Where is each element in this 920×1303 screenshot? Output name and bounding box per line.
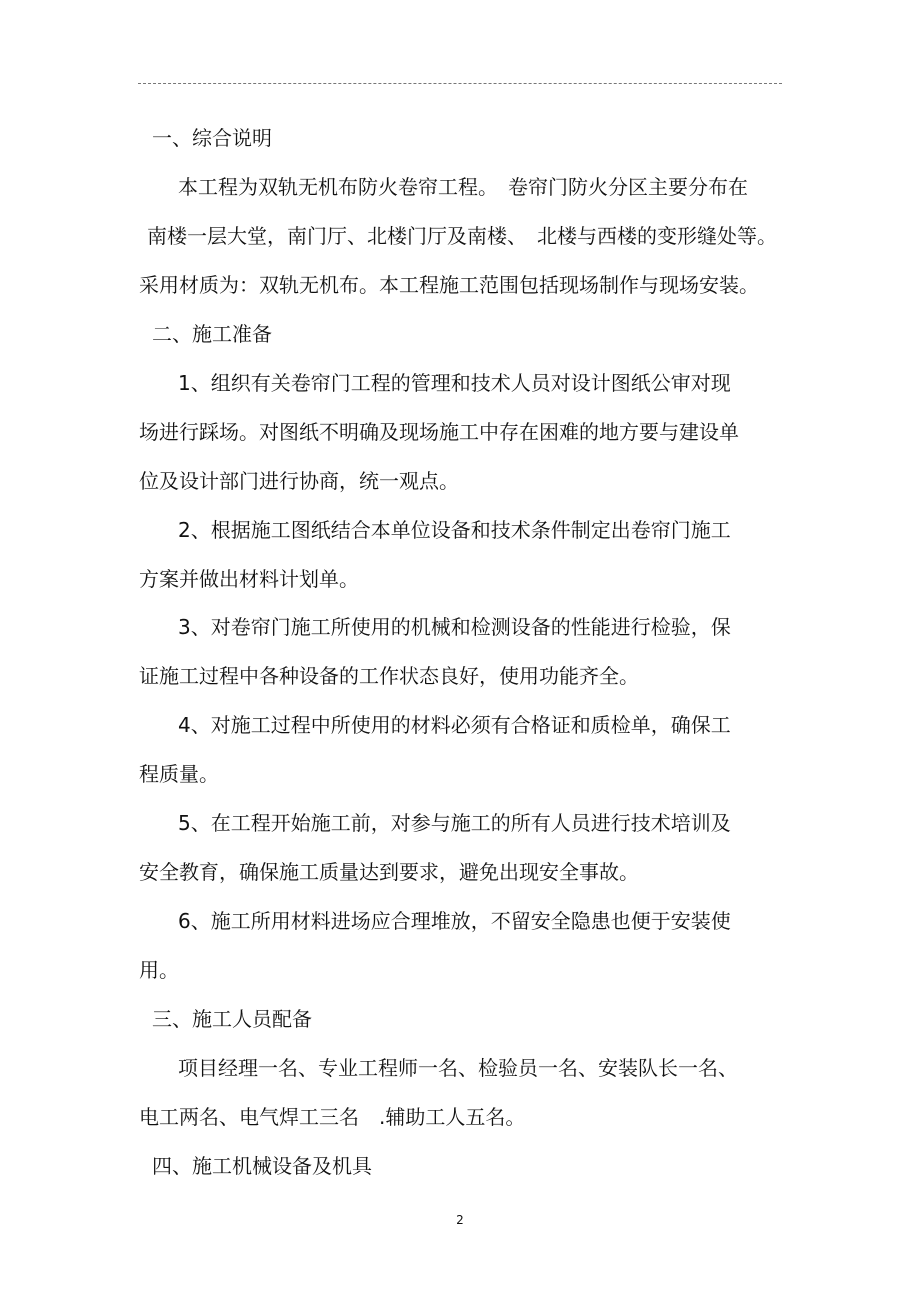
paragraph-line: 2、根据施工图纸结合本单位设备和技术条件制定出卷帘门施工 <box>178 518 731 542</box>
section-heading: 三、施工人员配备 <box>152 1007 312 1031</box>
section-heading: 一、综合说明 <box>152 126 272 150</box>
paragraph-line: 证施工过程中各种设备的工作状态良好，使用功能齐全。 <box>139 664 639 688</box>
paragraph-line: 5、在工程开始施工前，对参与施工的所有人员进行技术培训及 <box>178 811 731 835</box>
section-heading: 二、施工准备 <box>152 322 272 346</box>
header-rule <box>138 83 782 84</box>
paragraph-line: 安全教育，确保施工质量达到要求，避免出现安全事故。 <box>139 860 639 884</box>
paragraph-line: 场进行踩场。对图纸不明确及现场施工中存在困难的地方要与建设单 <box>139 420 739 444</box>
paragraph-line: 3、对卷帘门施工所使用的机械和检测设备的性能进行检验，保 <box>178 615 731 639</box>
paragraph-line: 项目经理一名、专业工程师一名、检验员一名、安装队长一名、 <box>178 1056 738 1080</box>
paragraph-line: 4、对施工过程中所使用的材料必须有合格证和质检单，确保工 <box>178 713 731 737</box>
section-heading: 四、施工机械设备及机具 <box>152 1154 372 1178</box>
paragraph-line: 方案并做出材料计划单。 <box>139 567 359 591</box>
paragraph-line: 程质量。 <box>139 762 219 786</box>
paragraph-line: 南楼一层大堂，南门厅、北楼门厅及南楼、 北楼与西楼的变形缝处等。 <box>147 224 777 248</box>
paragraph-line: 1、组织有关卷帘门工程的管理和技术人员对设计图纸公审对现 <box>178 371 731 395</box>
page-number: 2 <box>456 1213 464 1227</box>
paragraph-line: 6、施工所用材料进场应合理堆放，不留安全隐患也便于安装使 <box>178 909 731 933</box>
paragraph-line: 用。 <box>139 958 179 982</box>
paragraph-line: 位及设计部门进行协商，统一观点。 <box>139 469 459 493</box>
paragraph-line: 电工两名、电气焊工三名 .辅助工人五名。 <box>139 1105 526 1129</box>
paragraph-line: 采用材质为：双轨无机布。本工程施工范围包括现场制作与现场安装。 <box>139 273 759 297</box>
paragraph-line: 本工程为双轨无机布防火卷帘工程。 卷帘门防火分区主要分布在 <box>178 175 748 199</box>
